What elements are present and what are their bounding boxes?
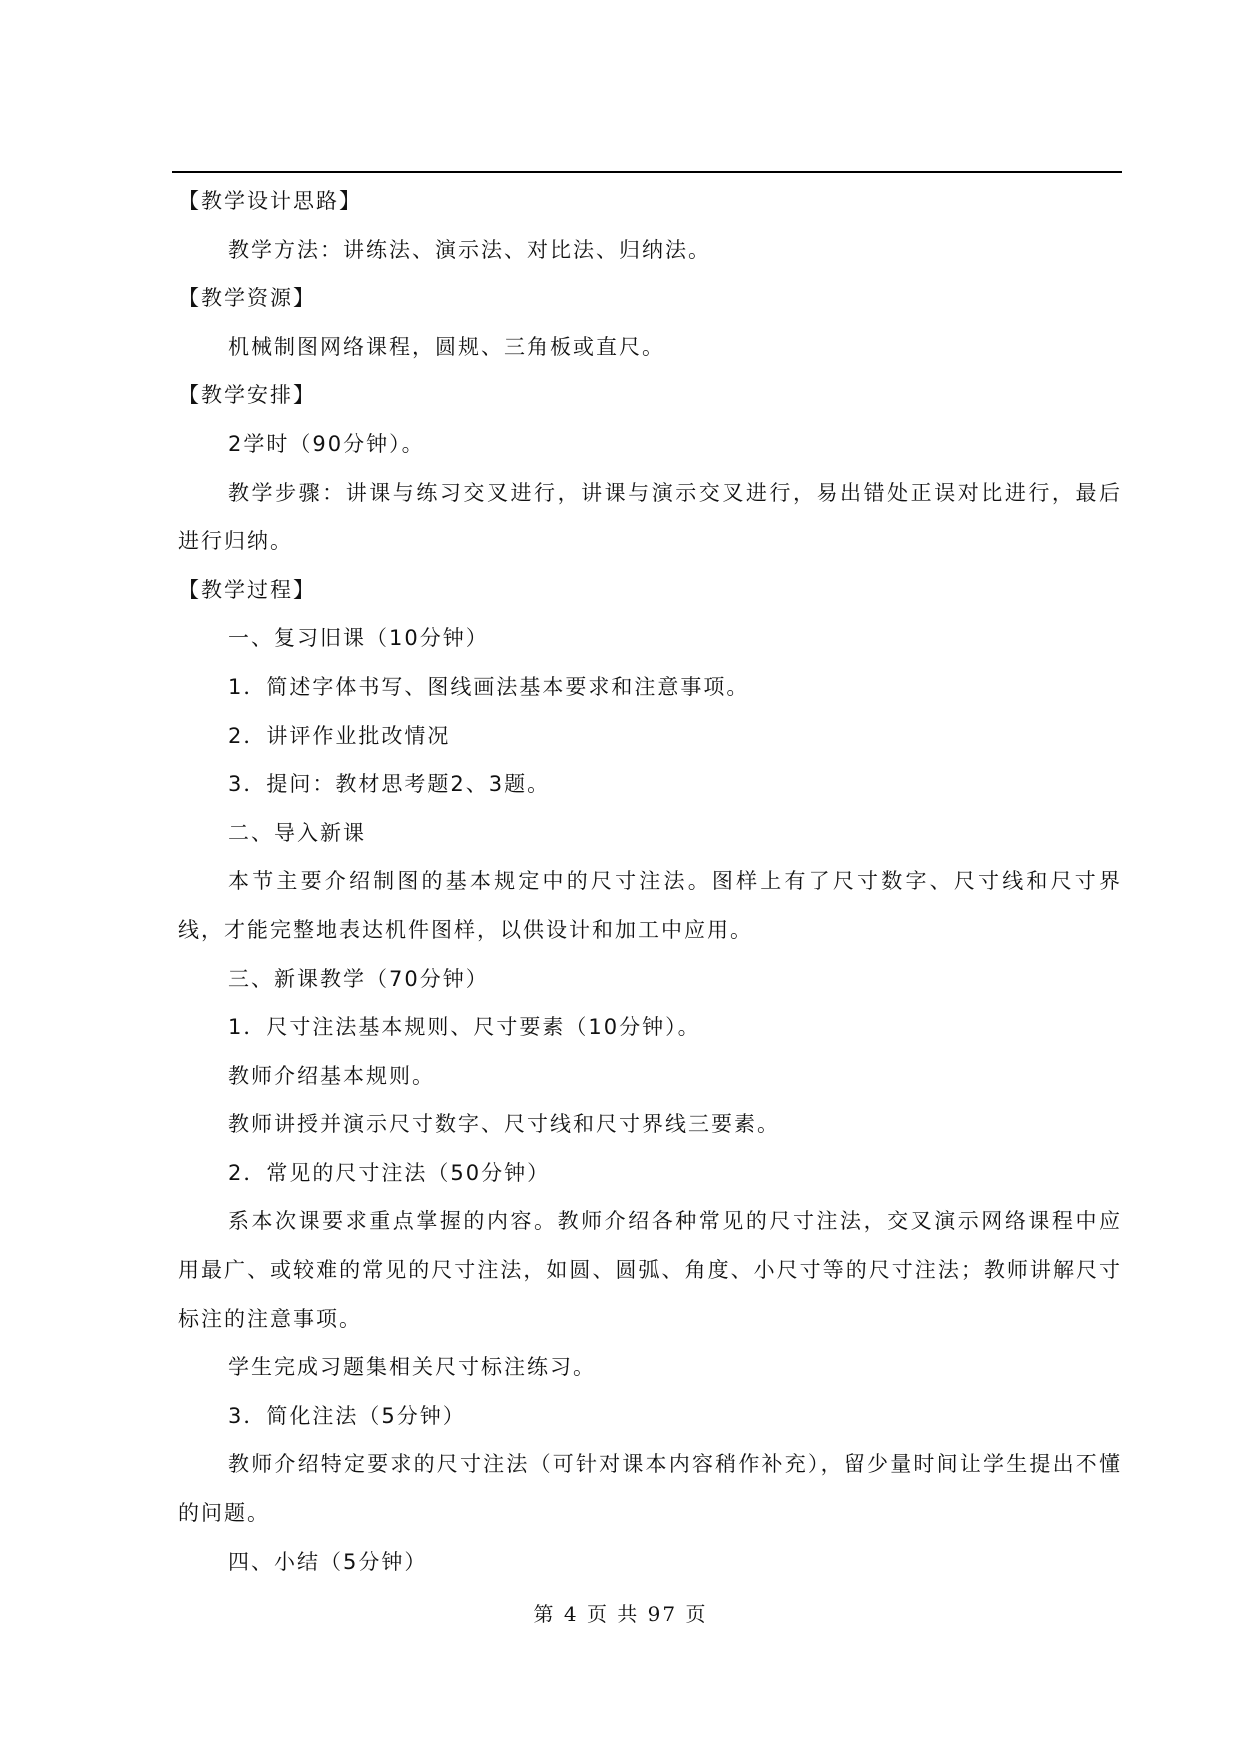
- paragraph-intro-body: 本节主要介绍制图的基本规定中的尺寸注法。图样上有了尺寸数字、尺寸线和尺寸界线，才能完整地表达机件图样，以供设计和加工中应用。: [178, 869, 1122, 942]
- paragraph-summary-title: 四、小结（5分钟）: [228, 1549, 428, 1574]
- paragraph-review-item-2: 2．讲评作业批改情况: [228, 723, 451, 748]
- paragraph-teaching-steps: 教学步骤：讲课与练习交叉进行，讲课与演示交叉进行，易出错处正误对比进行，最后进行归纳。: [178, 480, 1122, 554]
- paragraph-teaching-methods: 教学方法：讲练法、演示法、对比法、归纳法。: [228, 237, 711, 262]
- paragraph-lesson-item-2: 2．常见的尺寸注法（50分钟）: [228, 1160, 551, 1185]
- paragraph-lesson-item-1-b: 教师讲授并演示尺寸数字、尺寸线和尺寸界线三要素。: [228, 1112, 780, 1137]
- paragraph-review-item-3: 3．提问：教材思考题2、3题。: [228, 772, 551, 797]
- section-heading-design: 【教学设计思路】: [178, 189, 362, 213]
- paragraph-lesson-item-1: 1．尺寸注法基本规则、尺寸要素（10分钟）。: [228, 1015, 701, 1040]
- paragraph-resources: 机械制图网络课程，圆规、三角板或直尺。: [228, 334, 665, 359]
- paragraph-intro-title: 二、导入新课: [228, 820, 366, 845]
- paragraph-lesson-item-2-b: 学生完成习题集相关尺寸标注练习。: [228, 1355, 596, 1380]
- paragraph-review-title: 一、复习旧课（10分钟）: [228, 626, 489, 651]
- section-heading-process: 【教学过程】: [178, 577, 316, 602]
- paragraph-new-lesson-title: 三、新课教学（70分钟）: [228, 966, 489, 991]
- header-rule: [172, 171, 1122, 173]
- paragraph-lesson-item-3-a: 教师介绍特定要求的尺寸注法（可针对课本内容稍作补充），留少量时间让学生提出不懂的问题。: [178, 1452, 1122, 1526]
- section-heading-arrangement: 【教学安排】: [178, 383, 316, 408]
- document-body: [178, 177, 1122, 1586]
- page-number-footer: 第 4 页 共 97 页: [533, 1602, 708, 1626]
- paragraph-lesson-item-3: 3．简化注法（5分钟）: [228, 1403, 466, 1428]
- paragraph-class-hours: 2学时（90分钟）。: [228, 431, 425, 456]
- paragraph-lesson-item-1-a: 教师介绍基本规则。: [228, 1063, 435, 1088]
- paragraph-review-item-1: 1．简述字体书写、图线画法基本要求和注意事项。: [228, 674, 750, 699]
- paragraph-lesson-item-2-a: 系本次课要求重点掌握的内容。教师介绍各种常见的尺寸注法，交叉演示网络课程中应用最广、或较难的常见的尺寸注法，如圆、圆弧、角度、小尺寸等的尺寸注法；教师讲解尺寸标注的注意事项。: [178, 1209, 1122, 1331]
- section-heading-resources: 【教学资源】: [178, 286, 316, 311]
